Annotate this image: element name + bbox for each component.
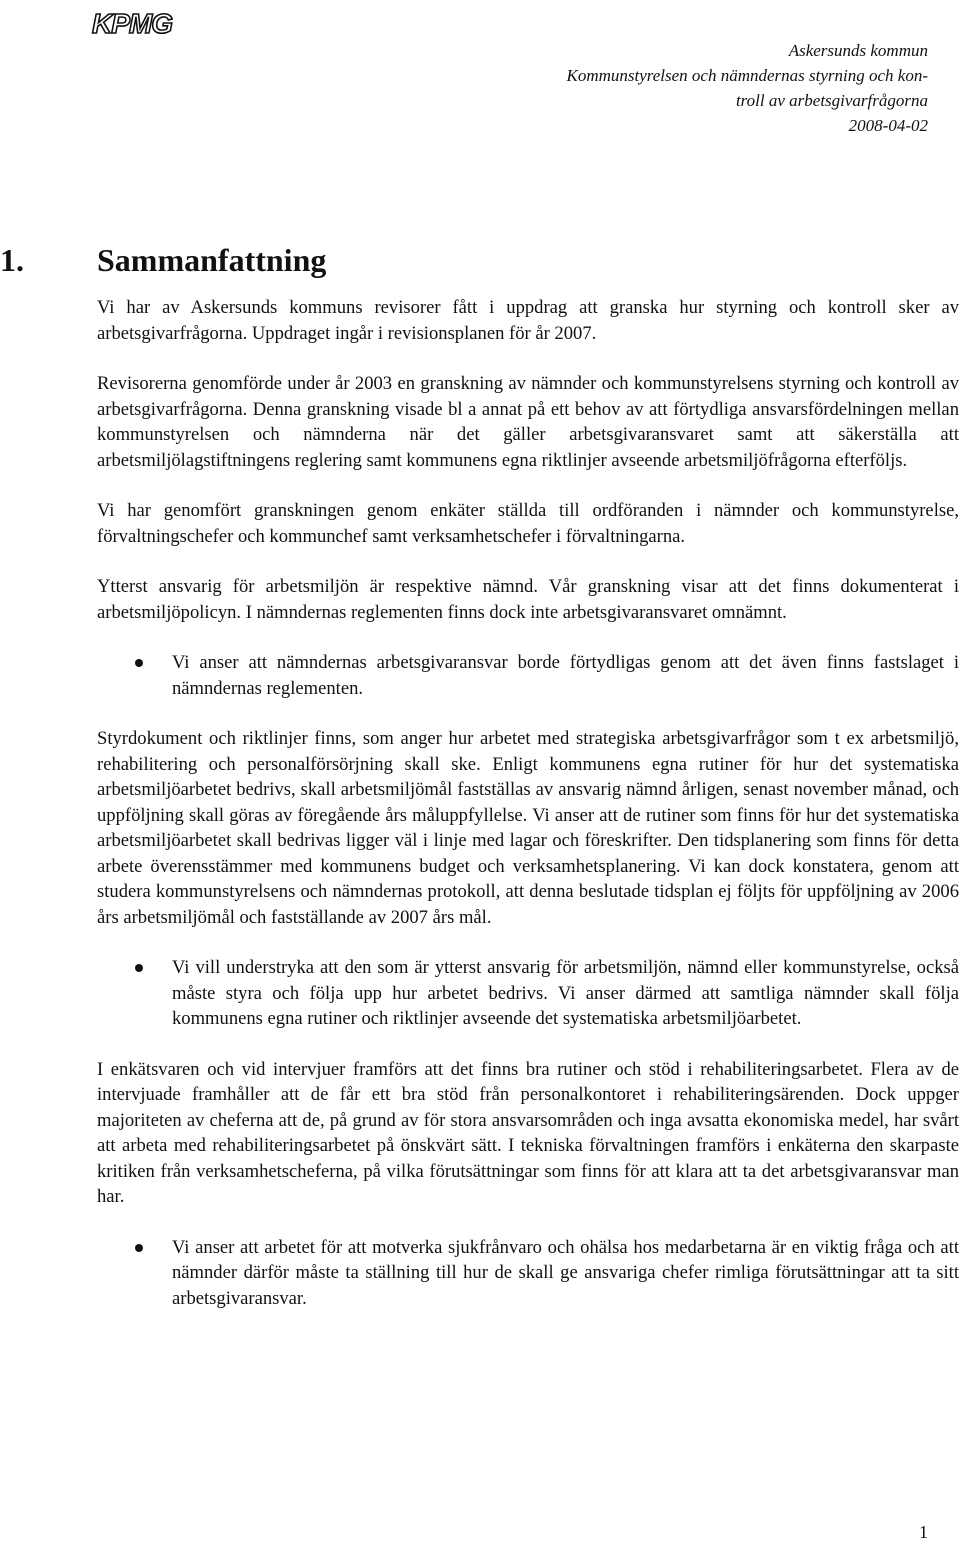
section-number: 1. <box>0 242 24 278</box>
paragraph-4: Ytterst ansvarig för arbetsmiljön är respektive nämnd. Vår granskning visar att det finns dokumenterat i arbetsmiljöpolicyn. I nämndernas reglementen finns dock inte arbetsgivaransvaret omnämnt. <box>97 576 959 623</box>
document-body <box>97 295 959 1336</box>
paragraph-2: Revisorerna genomförde under år 2003 en granskning av nämnder och kommunstyrelsens styrning och kontroll av arbetsgivarfrågorna. Denna granskning visade bl a annat på ett behov av att förtydliga ansvarsfördelningen mellan kommunstyrelsen och nämnderna när det gäller arbetsgivaransvaret samt att säkerställa att arbetsmiljölagstiftningens reglering samt kommunens egna riktlinjer avseende arbetsmiljöfrågorna efterföljs. <box>97 373 959 471</box>
paragraph-3: Vi har genomfört granskningen genom enkäter ställda till ordföranden i nämnder och kommunstyrelse, förvaltningschefer och kommunchef samt verksamhetschefer i förvaltningarna. <box>97 500 959 547</box>
paragraph-5: Styrdokument och riktlinjer finns, som anger hur arbetet med strategiska arbetsgivarfrågor som t ex arbetsmiljö, rehabilitering och personalförsörjning skall ske. Enligt kommunens egna rutiner för hur det systematiska arbetsmiljöarbetet bedrivs, skall arbetsmiljömål fastställas av ansvarig nämnd årligen, senast november månad, och uppföljning skall göras av föregående års måluppfyllelse. Vi anser att de rutiner som finns för hur det systematiska arbetsmiljöarbetet skall bedrivas ligger väl i linje med lagar och föreskrifter. Den tidsplanering som finns för detta arbete överensstämmer med kommunens budget och verksamhetsplanering. Vi kan dock konstatera, genom att studera kommunstyrelsens och nämndernas protokoll, att denna beslutade tidsplan ej följts för uppföljning av 2006 års arbetsmiljömål och fastställande av 2007 års mål. <box>97 728 959 928</box>
header-date: 2008-04-02 <box>848 116 928 135</box>
header-organization: Askersunds kommun <box>788 41 928 60</box>
bullet-dot-icon <box>97 1235 172 1312</box>
section-heading <box>0 240 326 280</box>
bullet-item-3 <box>97 1235 959 1312</box>
bullet-text-2: Vi vill understryka att den som är ytterst ansvarig för arbetsmiljön, nämnd eller kommunstyrelse, också måste styra och följa upp hur arbetet bedrivs. Vi anser därmed att samtliga nämnder skall följa kommunens egna rutiner och riktlinjer avseende det systematiska arbetsmiljöarbetet. <box>172 957 959 1029</box>
bullet-dot-icon <box>97 955 172 1032</box>
bullet-dot-icon <box>97 650 172 701</box>
kpmg-logo-mark <box>90 6 182 40</box>
bullet-item-1 <box>97 650 959 701</box>
header-title-line-1: Kommunstyrelsen och nämndernas styrning och kon- <box>566 66 928 85</box>
header-title-line-2: troll av arbetsgivarfrågorna <box>735 91 928 110</box>
page-number: 1 <box>919 1522 928 1542</box>
kpmg-logo-text: KPMG <box>92 8 172 39</box>
paragraph-6: I enkätsvaren och vid intervjuer framförs att det finns bra rutiner och stöd i rehabiliteringsarbetet. Flera av de intervjuade framhåller att de får ett bra stöd från personalkontoret i rehabiliteringsärenden. Dock uppger majoriteten av cheferna att de, på grund av för stora ansvarsområden och inga avsatta ekonomiska medel, har svårt att arbeta med rehabiliteringsarbetet på önskvärt sätt. I tekniska förvaltningen framförs i enkäterna den skarpaste kritiken från verksamhetscheferna, på vilka förutsättningar som finns för att klara att ta det arbetsgivaransvar man har. <box>97 1058 959 1207</box>
paragraph-1: Vi har av Askersunds kommuns revisorer fått i uppdrag att granska hur styrning och kontroll sker av arbetsgivarfrågorna. Uppdraget ingår i revisionsplanen för år 2007. <box>97 297 959 344</box>
section-title: Sammanfattning <box>97 242 327 278</box>
bullet-text-3: Vi anser att arbetet för att motverka sjukfrånvaro och ohälsa hos medarbetarna är en viktig fråga och att nämnder därför måste ta ställning till hur de skall ge ansvariga chefer rimliga förutsättningar att ta sitt arbetsgivaransvar. <box>172 1236 959 1309</box>
bullet-text-1: Vi anser att nämndernas arbetsgivaransvar borde förtydligas genom att det även finns fastslaget i nämndernas reglementen. <box>172 652 959 699</box>
bullet-item-2 <box>97 955 959 1032</box>
document-header <box>566 38 928 138</box>
kpmg-logo <box>90 6 182 40</box>
